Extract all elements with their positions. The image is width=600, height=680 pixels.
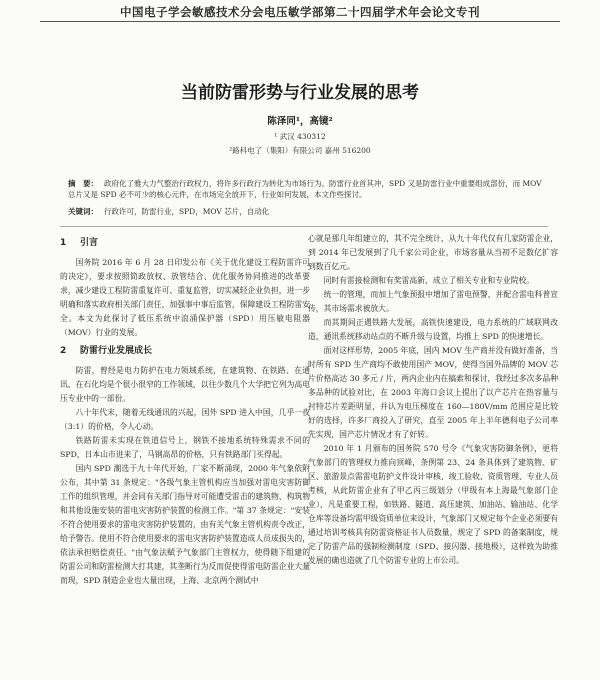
left-column <box>60 232 310 588</box>
header-rule <box>40 21 560 22</box>
section-number: 1 <box>60 238 67 248</box>
body-paragraph: 国内 SPD 潮选于九十年代开始，厂家不断涌现，2000 年气象依附公布，其中第 31 条规定："各级气象主管机构应当加强对雷电灾害防御工作的组织管理，并会同有关部门指导对可能遭受雷击的建筑物、构筑物和其他设施安装的雷电灾害防护装置的检测工作。"第 37 条规定："安装不符合使用要求的雷电灾害防护装置的，由有关气象主管机构责令改正，给予警告。使用不符合使用要求的雷电灾害防护装置造成人员成损失的，依法承担赔偿责任。"由气象法赋予气象部门主管权力，使得随下组建的防雷公司和防雷检测大打其建，其垄断行为反而促使得雷电防雷企业大量而现，SPD 制造企业也大量出现，上海、北京两个测试中 <box>60 464 310 585</box>
section-number: 2 <box>60 346 67 356</box>
keywords-label: 关键词： <box>68 207 98 216</box>
running-head: 中国电子学会敏感技术分会电压敏学部第二十四届学术年会论文专刊 <box>120 5 480 19</box>
section-title: 引言 <box>80 238 99 248</box>
body-paragraph: 统一的管理，而加上气象预报中增加了雷电预警，并配合雷电科普宣传，其市场需求被放大。 <box>308 290 558 313</box>
section-heading <box>60 344 310 358</box>
right-column <box>308 232 558 568</box>
keywords-text: 行政许可，防雷行业，SPD，MOV 芯片，自动化 <box>104 207 270 216</box>
body-paragraph: 铁路防雷未实现在铁道信号上，钢铁不接地系统特殊需求不同的 SPD，日本山市进来了，马钢高昂的价格，只有铁路部门买得起。 <box>60 436 310 459</box>
body-paragraph: 心就是那几年组建立的，其不完全统计，从九十年代仅有几家防雷企业，到 2014 年已发展到了几千家公司企业，市场容量从当初不足数亿扩容到数百亿元。 <box>308 234 558 271</box>
abstract-label: 摘 要： <box>68 179 98 188</box>
section-title: 防雷行业发展成长 <box>80 346 153 356</box>
body-paragraph: 八十年代末，随着无线通讯的兴起，国外 SPD 进入中国，几乎一夜（3:1）的价格，令人心动。 <box>60 408 310 431</box>
body-paragraph: 同时有雷接检测和有奖雷高新，成立了相关专业和专业院校。 <box>323 276 535 285</box>
section-heading <box>60 236 310 250</box>
paper-title: 当前防雷形势与行业发展的思考 <box>181 83 419 103</box>
body-paragraph: 2010 年 1 月颁布的国务院 570 号令《气象灾害防御条例》，更将气象部门的管理权力推向顶峰，条例第 23、24 条具体到了建筑物、矿区、旅游景点需雷电防护文件设计审核、竣工验收、资质管理、专业人员考核，从此防雷企业有了甲乙丙三级划分（甲级有本上海最气象部门企业），凡是重要工程，如铁路、隧道、高压建筑、加油站、输油站、化学仓库等设备均需甲级资质单位来设计，气象部门又规定每个企业必须要有通过培训考核具有防雷资格证书人员数量，规定了 SPD 的备案制度，规定了防雷产品的强制检测制度（SPD、接闪器、接地极），这样致为助推发展的确也造就了几个防雷专业的上市公司。 <box>308 444 558 565</box>
body-paragraph: 国务院 2016 年 6 月 28 日印发公布《关于优化建设工程防雷许可的决定》，要求按照简政放权、放管结合、优化服务协同推进的改革要求，减少建设工程防雷重复许可、重复监管，切实减轻企业负担，进一步明确和落实政府相关部门责任，加强事中事后监管，保障建设工程防雷安全。本文为此探讨了低压系统中浪涌保护器（SPD）用压敏电阻器（MOV）行业的发展。 <box>60 258 310 337</box>
abstract <box>68 178 546 200</box>
body-paragraph: 防雷，曾经是电力防护在电力领域系统，在建筑物、在铁路、在通讯、在石化均是个很小很窄的工作领域，以往少数几个大学把它列为高电压专业中的一部份。 <box>60 366 310 403</box>
keywords <box>68 206 546 217</box>
affiliation-2: ²路科电了（集阳）有限公司 嘉州 516200 <box>229 146 371 155</box>
abstract-divider <box>60 226 548 227</box>
body-paragraph: 面对这样形势，2005 年底，国内 MOV 生产商并没有做好准备，当时所有 SPD 生产商均不敢使用国产 MOV，使得当国外品牌的 MOV 芯片价格高达 30 多元 / 片，两内企业内在搞索和探讨，我经过多次多品种多品种的试验对比，在 2003 年海口会议上提出了以产芯片在热容量与衬特芯片差距明显，并认为电压梯度在 160—180V/mm 范围应是比较好的选择，许多厂商投入了研究，直至 2005 年上半年德科电子公司率先实现，国产芯片情况才有了好转。 <box>308 346 558 439</box>
author-line: 陈泽同¹，高镜² <box>267 116 333 127</box>
body-paragraph: 而其期间正遇铁路大发展，高铁快速建设，电力系统的广域联网改造，通讯系统移动站点的不断升级与设置，均推上 SPD 的快速增长。 <box>308 318 558 341</box>
affiliation-1: ¹ 武汉 430312 <box>274 132 326 141</box>
abstract-text: 政府化了雅大力气整治行政权力，将许多行政行为转化为市场行为。防雷行业首其冲，SPD 又是防雷行业中重要组成部份，而 MOV 总片又是 SPD 必不可少的核心元件，在市场完全放开下，行业如何发展，本文作些探讨。 <box>68 179 542 199</box>
